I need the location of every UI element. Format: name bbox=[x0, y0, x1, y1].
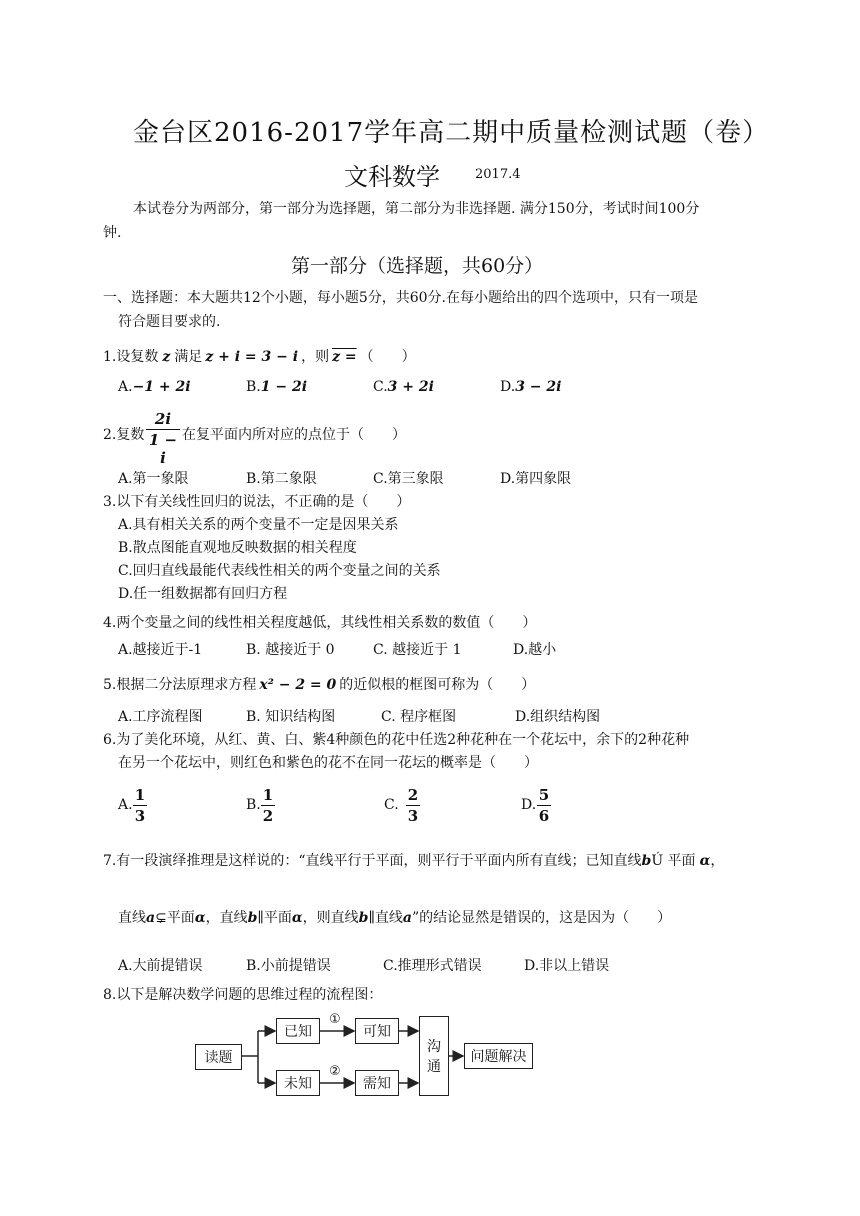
fraction-bar bbox=[146, 429, 180, 430]
q5-option-d: D.组织结构图 bbox=[515, 709, 601, 725]
q6-option-b-fraction bbox=[261, 786, 275, 825]
flow-communicate-char-2: 通 bbox=[427, 1059, 441, 1075]
q6-option-c-label: C. bbox=[384, 797, 399, 813]
fraction-bar bbox=[133, 805, 147, 806]
q4-option-d: D.越小 bbox=[513, 642, 557, 658]
q7-var-a: a bbox=[402, 910, 412, 926]
section1-line-2: 符合题目要求的. bbox=[118, 314, 221, 330]
q7-var-b: b bbox=[641, 853, 652, 869]
option-label: D. bbox=[500, 379, 516, 395]
flow-box-can-know: 可知 bbox=[355, 1018, 399, 1044]
denominator: 2 bbox=[262, 807, 274, 825]
option-label: A. bbox=[118, 379, 133, 395]
q6-option-a-label: A. bbox=[118, 797, 133, 813]
option-value: 3 + 2i bbox=[387, 379, 434, 395]
denominator: 3 bbox=[134, 807, 146, 825]
question-3-stem: 3.以下有关线性回归的说法，不正确的是（ ） bbox=[103, 494, 411, 510]
q1-text-1: 1.设复数 bbox=[103, 349, 159, 365]
q7-var-alpha: α bbox=[194, 910, 206, 926]
q7-var-a: a bbox=[146, 910, 156, 926]
q7-var-b: b bbox=[247, 910, 258, 926]
q6-option-b-label: B. bbox=[246, 797, 261, 813]
flow-box-unknown: 未知 bbox=[276, 1070, 320, 1096]
q1-equation: z + i = 3 − i bbox=[205, 349, 299, 365]
q4-option-c: C. 越接近于 1 bbox=[373, 642, 462, 658]
option-label: B. bbox=[246, 379, 261, 395]
part1-heading: 第一部分（选择题，共60分） bbox=[291, 255, 544, 277]
q5-option-a: A.工序流程图 bbox=[118, 709, 203, 725]
q1-text-3: ，则 bbox=[301, 349, 330, 365]
q7-option-b: B.小前提错误 bbox=[246, 958, 331, 974]
q7-text: ，则直线 bbox=[302, 910, 359, 926]
exam-title: 金台区2016-2017学年高二期中质量检测试题（卷） bbox=[133, 118, 770, 148]
q1-zbar: z = bbox=[332, 349, 357, 365]
q2-text-2: 在复平面内所对应的点位于（ ） bbox=[182, 427, 406, 443]
flow-box-read: 读题 bbox=[195, 1044, 242, 1070]
q5-text-1: 5.根据二分法原理求方程 bbox=[103, 677, 257, 693]
denominator: 6 bbox=[538, 807, 550, 825]
q1-text-4: （ ） bbox=[359, 349, 416, 365]
q4-option-a: A.越接近于-1 bbox=[118, 642, 203, 658]
intro-line-2: 钟. bbox=[103, 225, 122, 241]
q3-option-d: D.任一组数据都有回归方程 bbox=[118, 586, 288, 602]
q1-option-a bbox=[118, 379, 191, 395]
fraction-bar bbox=[406, 805, 420, 806]
numerator: 5 bbox=[538, 786, 550, 804]
q2-option-b: B.第二象限 bbox=[246, 471, 317, 487]
q7-option-a: A.大前提错误 bbox=[118, 958, 203, 974]
flow-box-need-know: 需知 bbox=[355, 1070, 399, 1096]
flow-box-solved: 问题解决 bbox=[464, 1043, 533, 1069]
option-value: 3 − 2i bbox=[515, 379, 562, 395]
q7-subset-symbol: ⊊ bbox=[155, 910, 167, 926]
flow-box-communicate bbox=[419, 1016, 449, 1096]
exam-subject: 文科数学 bbox=[344, 163, 440, 191]
q5-option-b: B. 知识结构图 bbox=[246, 709, 336, 725]
q7-text: ”的结论显然是错误的，这是因为（ ） bbox=[411, 910, 672, 926]
q2-option-d: D.第四象限 bbox=[500, 471, 572, 487]
q6-option-c-fraction bbox=[406, 786, 420, 825]
q7-text: Ú 平面 bbox=[651, 853, 696, 869]
q1-option-d bbox=[500, 379, 561, 395]
intro-line-1: 本试卷分为两部分，第一部分为选择题，第二部分为非选择题. 满分150分，考试时间100分 bbox=[133, 201, 700, 217]
q2-text-1: 2.复数 bbox=[103, 427, 145, 443]
numerator: 2 bbox=[407, 786, 419, 804]
q1-option-b bbox=[246, 379, 307, 395]
flow-box-known: 已知 bbox=[276, 1018, 320, 1044]
numerator: 1 bbox=[134, 786, 146, 804]
q5-option-c: C. 程序框图 bbox=[381, 709, 457, 725]
section1-line-1: 一、选择题：本大题共12个小题，每小题5分，共60分.在每小题给出的四个选项中，只有一项是 bbox=[103, 290, 698, 306]
q7-text: ，直线 bbox=[205, 910, 248, 926]
q1-var-z: z bbox=[162, 349, 171, 365]
numerator: 1 bbox=[262, 786, 274, 804]
q4-option-b: B. 越接近于 0 bbox=[246, 642, 335, 658]
q6-line-2: 在另一个花坛中，则红色和紫色的花不在同一花坛的概率是（ ） bbox=[118, 755, 538, 771]
option-value: −1 + 2i bbox=[132, 379, 191, 395]
q7-line-1 bbox=[103, 850, 724, 870]
flow-communicate-char-1: 沟 bbox=[427, 1039, 441, 1055]
fraction-bar bbox=[261, 805, 275, 806]
question-8-stem: 8.以下是解决数学问题的思维过程的流程图： bbox=[103, 987, 383, 1003]
q7-option-c: C.推理形式错误 bbox=[383, 958, 482, 974]
q5-equation: x² − 2 = 0 bbox=[259, 677, 337, 693]
q2-option-a: A.第一象限 bbox=[118, 471, 189, 487]
q6-option-d-label: D. bbox=[521, 797, 537, 813]
flow-mark-2: ② bbox=[329, 1064, 341, 1079]
q2-option-c: C.第三象限 bbox=[373, 471, 444, 487]
q7-var-alpha: α bbox=[699, 853, 711, 869]
q7-text: ∥直线 bbox=[368, 910, 403, 926]
q2-numerator: 2i bbox=[154, 410, 172, 428]
exam-date: 2017.4 bbox=[475, 167, 521, 182]
q7-text: 7.有一段演绎推理是这样说的：“直线平行于平面，则平行于平面内所有直线；已知直线 bbox=[103, 853, 642, 869]
q3-option-a: A.具有相关关系的两个变量不一定是因果关系 bbox=[118, 517, 399, 533]
flow-mark-1: ① bbox=[329, 1012, 341, 1027]
q7-var-alpha: α bbox=[291, 910, 303, 926]
denominator: 3 bbox=[407, 807, 419, 825]
q7-line-2 bbox=[118, 907, 671, 927]
q7-text: ， bbox=[710, 853, 725, 869]
q2-fraction bbox=[146, 410, 180, 467]
q1-option-c bbox=[373, 379, 434, 395]
q7-text: 直线 bbox=[118, 910, 146, 926]
q1-text-2: 满足 bbox=[174, 349, 203, 365]
q3-option-b: B.散点图能直观地反映数据的相关程度 bbox=[118, 540, 357, 556]
fraction-bar bbox=[537, 805, 551, 806]
q3-option-c: C.回归直线最能代表线性相关的两个变量之间的关系 bbox=[118, 563, 441, 579]
q7-text: 平面 bbox=[166, 910, 195, 926]
option-label: C. bbox=[373, 379, 388, 395]
question-4-stem: 4.两个变量之间的线性相关程度越低，其线性相关系数的数值（ ） bbox=[103, 615, 537, 631]
q7-var-b: b bbox=[358, 910, 369, 926]
q6-option-a-fraction bbox=[133, 786, 147, 825]
q7-text: ∥平面 bbox=[257, 910, 292, 926]
q6-option-d-fraction bbox=[537, 786, 551, 825]
q6-line-1: 6.为了美化环境，从红、黄、白、紫4种颜色的花中任选2种花种在一个花坛中，余下的2种花种 bbox=[103, 732, 690, 748]
q5-text-2: 的近似根的框图可称为（ ） bbox=[339, 677, 536, 693]
option-value: 1 − 2i bbox=[260, 379, 308, 395]
question-5-stem bbox=[103, 674, 535, 694]
question-1-stem bbox=[103, 346, 416, 366]
q7-option-d: D.非以上错误 bbox=[524, 958, 610, 974]
q2-denominator: 1 − i bbox=[148, 431, 178, 467]
